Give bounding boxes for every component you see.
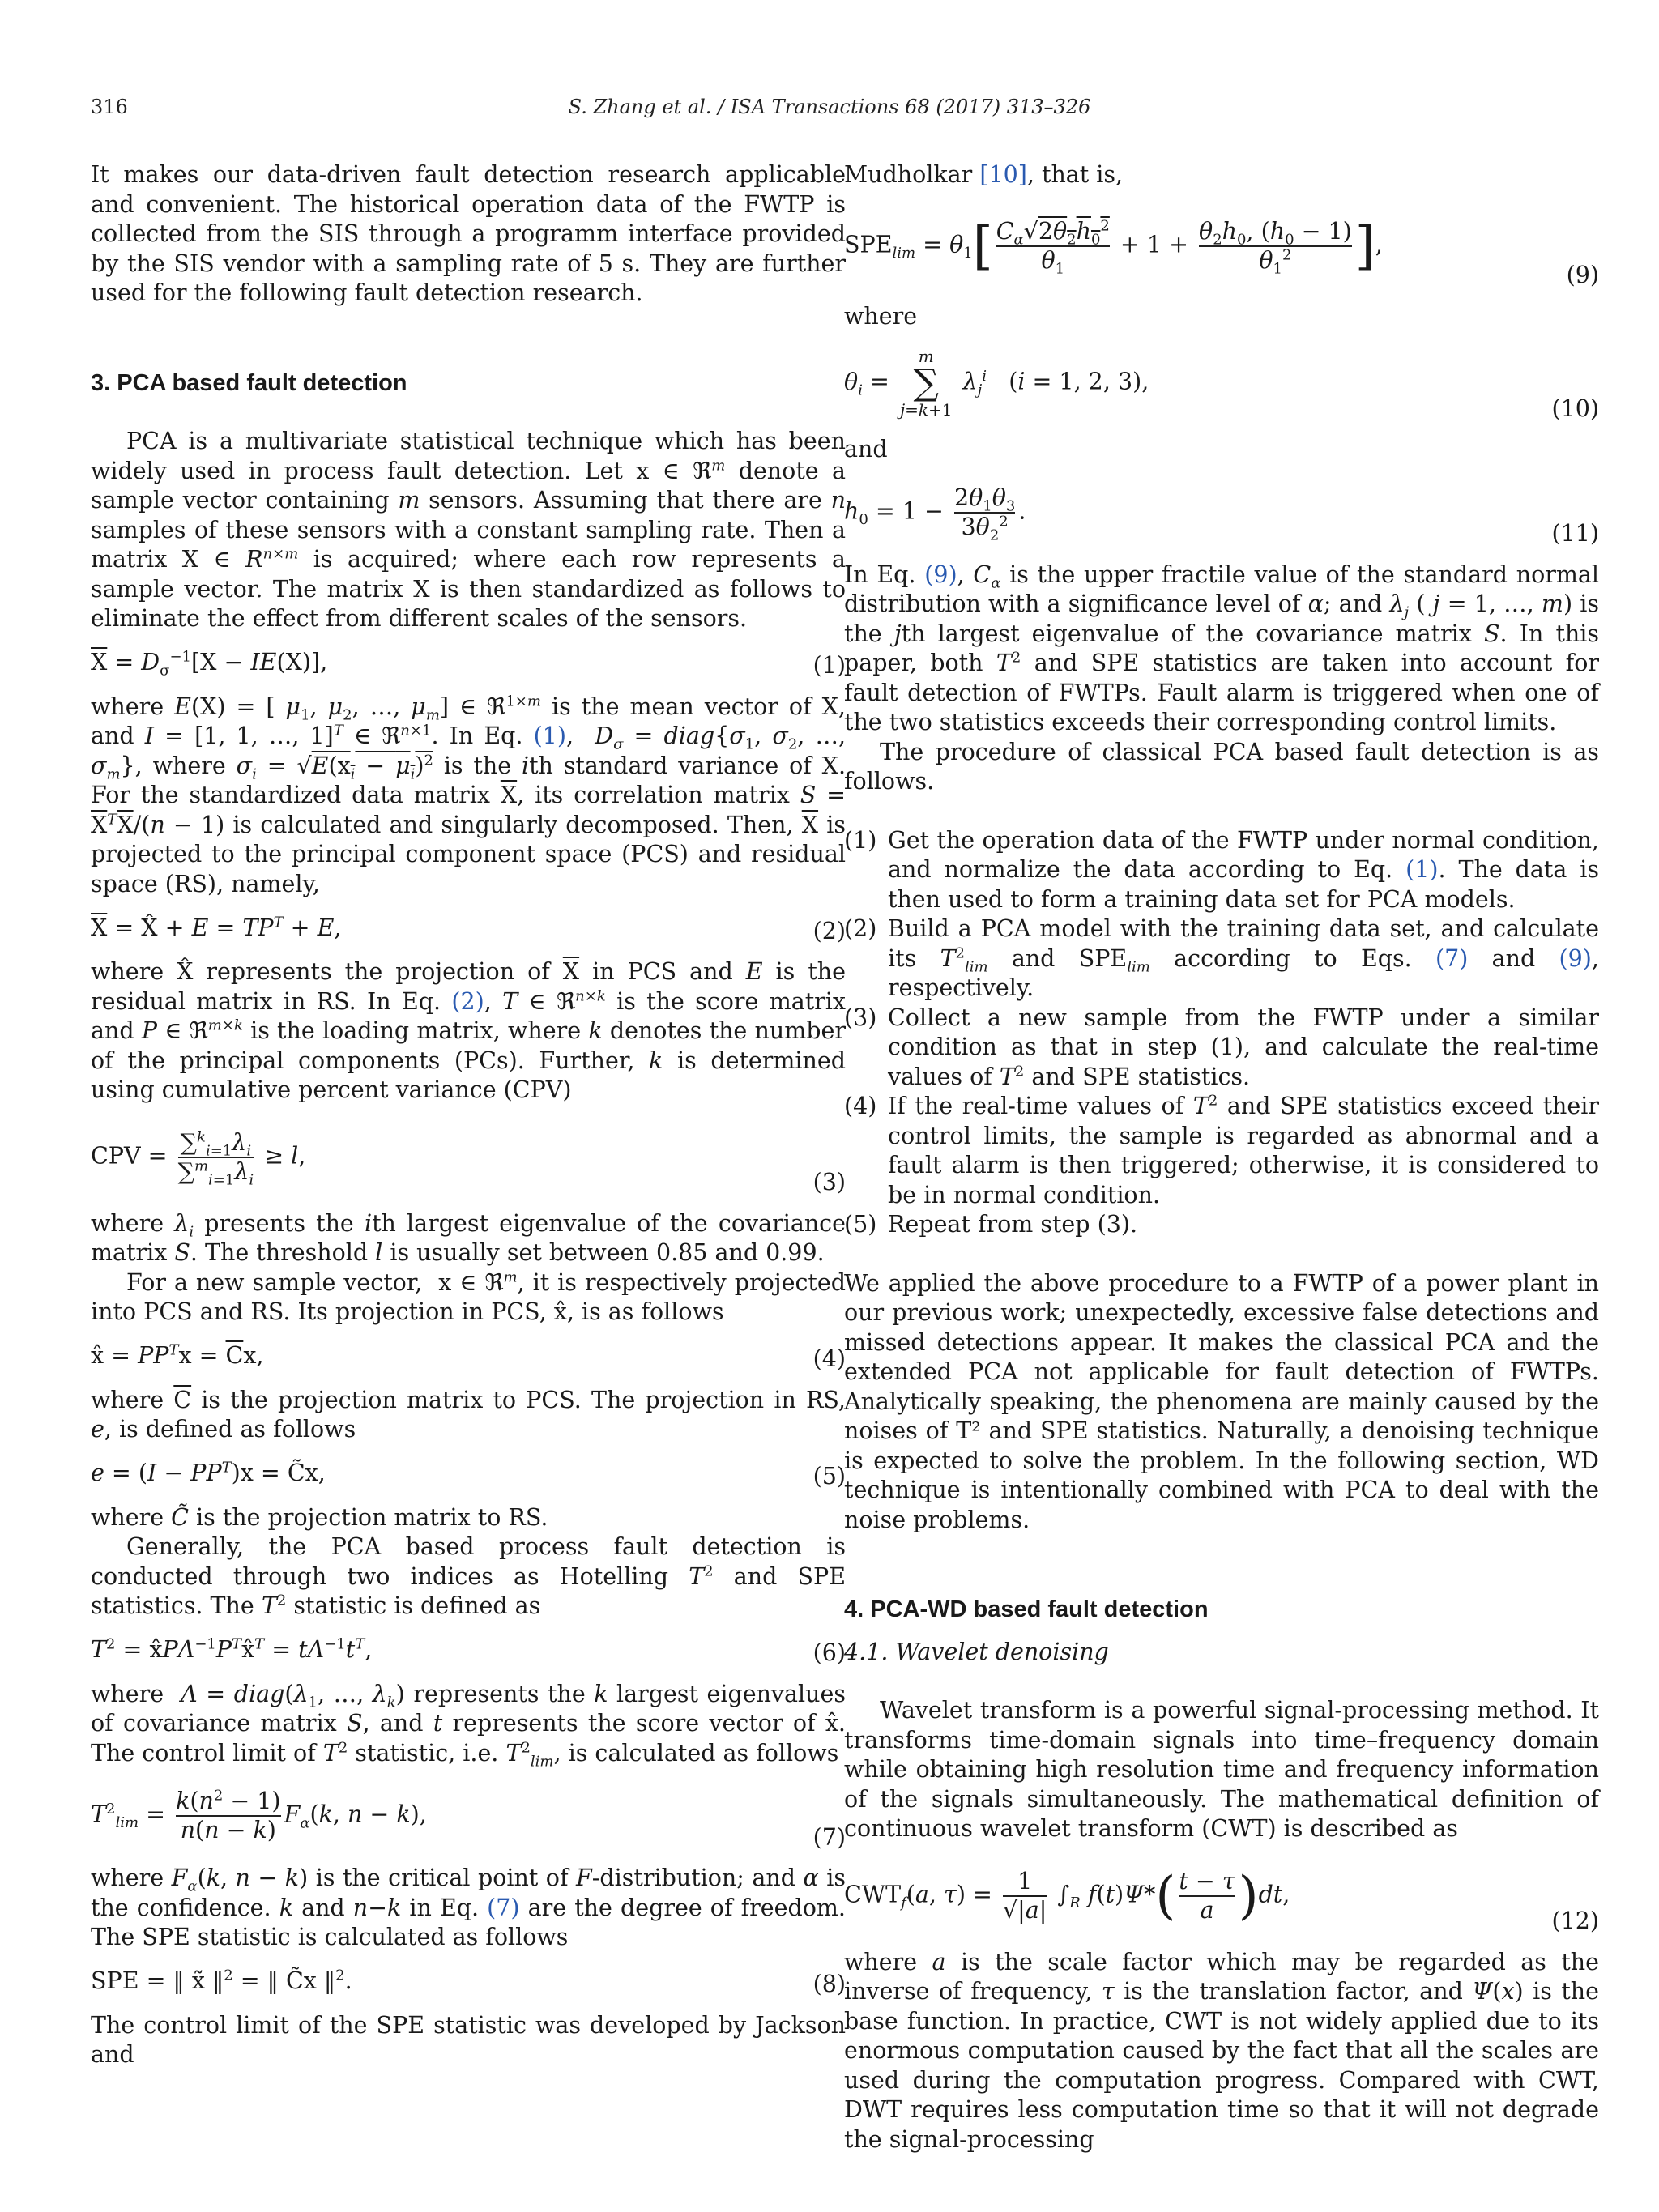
- eq1-explanation: where E(X) = [ $\mu_1$, $\mu_2$, …, $\mu_m$] ∈ ℜ$^{1\times m}$ is the mean vector of X, and I = [1, 1, …, 1]$^T$ ∈ ℜ$^{n\times 1}$. In Eq. (1), $D_\sigma$ = $diag\{\sigma_1$, $\sigma_2$, …, $\sigma_m$}, where $\sigma_i = √E(x_i - \mu_i)^2$ is the ith standard variance of X. For the standardized data matrix $\overline{X}$, its correlation matrix $S = \overline{X}^T\overline{X}/(n - 1)$ is calculated and singularly decomposed. Then, $\overline{X}$ is projected to the principal component space (PCS) and residual space (RS), namely,: [91, 693, 847, 897]
- section-4-heading: 4. PCA-WD based fault detection: [844, 1596, 1209, 1622]
- left-column: [91, 160, 846, 2070]
- list-item: (2) Build a PCA model with the training data set, and calculate its $T^2_{lim}$ and $SPE_{lim}$ according to Eqs. (7) and (9), respectively.: [844, 915, 1599, 1001]
- eq3-explanation: where $\lambda_i$ presents the ith largest eigenvalue of the covariance matrix S. The threshold l is usually set between 0.85 and 0.99.: [91, 1209, 847, 1266]
- equation-12: $CWT_f(a$, τ) = $\frac{1}{√|a|}$ $\int_R$ f(t)Ψ*( $\frac{t - \tau}{a}$ )dt, (12): [844, 1865, 1599, 1934]
- list-item: (3) Collect a new sample from the FWTP under a similar condition as that in step (1), and calculate the real-time values of $T^2$ and SPE statistics.: [844, 1004, 1599, 1090]
- equation-3: CPV = $\frac{\sum^k_{i=1}\lambda_i}{\sum^m_{i=1}\lambda_i}$ ≥ l, (3): [91, 1128, 846, 1196]
- wavelet-paragraph: Wavelet transform is a powerful signal-processing method. It transforms time-domain signals into time–frequency domain while obtaining high resolution time and frequency information of the signals simultaneously. The mathematical definition of continuous wavelet transform (CWT) is described as: [844, 1697, 1599, 1842]
- section-3-heading: 3. PCA based fault detection: [91, 369, 407, 396]
- procedure-intro: The procedure of classical PCA based fault detection is as follows.: [844, 738, 1599, 795]
- applied-paragraph: We applied the above procedure to a FWTP of a power plant in our previous work; unexpectedly, excessive false detections and missed detections appear. It makes the classical PCA and the extended PCA not applicable for fault detection of FWTPs. Analytically speaking, the phenomena are mainly caused by the noises of T² and SPE statistics. Naturally, a denoising technique is expected to solve the problem. In the following section, WD technique is intentionally combined with PCA to deal with the noise problems.: [844, 1269, 1599, 1533]
- intro-paragraph: It makes our data-driven fault detection research applicable and convenient. The historical operation data of the FWTP is collected from the SIS through a programm interface provided by the SIS vendor with a sampling rate of 5 s. They are further used for the following fault detection research.: [91, 161, 846, 306]
- ref-10-link[interactable]: [10]: [979, 161, 1027, 188]
- mudholkar-line: Mudholkar [10], that is,: [844, 161, 1124, 188]
- jackson-paragraph: The control limit of the SPE statistic was developed by Jackson and: [91, 2011, 846, 2068]
- new-sample-paragraph: For a new sample vector, x ∈ ℜ$^m$, it is respectively projected into PCS and RS. Its projection in PCS, x̂, is as follows: [91, 1268, 846, 1325]
- eq12-explanation: where a is the scale factor which may be regarded as the inverse of frequency, τ is the translation factor, and Ψ(x) is the base function. In practice, CWT is not widely applied due to its enormous computation caused by the fact that all the scales are used during the computation progress. Compared with CWT, DWT requires less computation time so that it will not degrade the signal-processing: [844, 1948, 1600, 2153]
- equation-7: $T^2_{lim}$ = $\frac{k(n^2 - 1)}{n(n - k)}$ $F_\alpha(k$, n − k), (7): [91, 1787, 846, 1851]
- equation-5: $e = (I - PP^T)x$ = C̃x, (5): [91, 1459, 846, 1490]
- subsection-4-1-heading: 4.1. Wavelet denoising: [844, 1638, 1109, 1665]
- page-number: 316: [91, 96, 128, 118]
- equation-2: $\overline{X}$ = X̂ + $E = TP^T + E$, (2): [91, 914, 846, 944]
- list-item: (1) Get the operation data of the FWTP under normal condition, and normalize the data according to Eq. (1). The data is then used to form a training data set for PCA models.: [844, 826, 1600, 913]
- equation-1: $\overline{X} = D_\sigma^{-1}[X - IE(X)]$, (1): [91, 648, 846, 680]
- eq7-explanation: where $F_\alpha(k$, n − k) is the critical point of F-distribution; and α is the confidence. k and n−k in Eq. (7) are the degree of freedom. The SPE statistic is calculated as follows: [91, 1865, 846, 1950]
- where-label-1: where: [844, 302, 918, 330]
- eq5-explanation: where C̃ is the projection matrix to RS.: [91, 1503, 548, 1531]
- list-item: (4) If the real-time values of $T^2$ and SPE statistics exceed their control limits, the sample is regarded as abnormal and a fault alarm is then triggered; otherwise, it is considered to be in normal condition.: [844, 1092, 1599, 1208]
- running-title: S. Zhang et al. / ISA Transactions 68 (2017) 313–326: [568, 96, 1091, 118]
- eq2-explanation: where X̂ represents the projection of $\overline{X}$ in PCS and E is the residual matrix in RS. In Eq. (2), T ∈ ℜ$^{n\times k}$ is the score matrix and P ∈ ℜ$^{m\times k}$ is the loading matrix, where k denotes the number of the principal components (PCs). Further, k is determined using cumulative percent variance (CPV): [91, 958, 846, 1103]
- equation-6: $T^2$ = $x̂P\Lambda^{-1}P^Tx̂^T = t\Lambda^{-1}t^T$, (6): [91, 1635, 846, 1666]
- and-label: and: [844, 436, 888, 462]
- list-item: (5) Repeat from step (3).: [844, 1211, 1138, 1238]
- equation-10: $\theta_i = m$ ∑ j=k+1 $\lambda_j^i$ (i = 1, 2, 3), (10): [844, 347, 1599, 422]
- equation-11: $h_0 = 1$ − $\frac{2\theta_1\theta_3}{3\theta_2^2}$ . (11): [844, 484, 1599, 547]
- eq6-explanation: where $\Lambda = diag(\lambda_1$, …, $\lambda_k$) represents the k largest eigenvalues of covariance matrix S, and t represents the score vector of x̂. The control limit of $T^2$ statistic, i.e. $T^2_{lim}$, is calculated as follows: [91, 1680, 846, 1771]
- equation-9: $SPE_{lim} = \theta_1$[ $\frac{C_\alpha√2\theta_2h_0^2}{\theta_1}$ + 1 + $\frac{\theta_2h_0, (h_0 - 1)}{\theta_1^2}$ ], (9): [844, 215, 1599, 288]
- equation-4: x̂ = $PP^Tx = \overline{C}x$, (4): [91, 1341, 846, 1372]
- equation-8: SPE = ‖ x̃ ‖$^2$ = ‖ C̃x ‖$^2$. (8): [91, 1967, 846, 1997]
- procedure-list: [844, 826, 1599, 1240]
- right-column: [844, 160, 1599, 2154]
- t2-intro-paragraph: Generally, the PCA based process fault detection is conducted through two indices as Hotelling $T^2$ and SPE statistics. The $T^2$ statistic is defined as: [91, 1533, 846, 1619]
- eq4-explanation: where $\overline{C}$ is the projection matrix to PCS. The projection in RS, e, is defined as follows: [91, 1386, 846, 1443]
- eq9-explanation: In Eq. (9), $C_\alpha$ is the upper fractile value of the standard normal distribution with a significance level of α; and $\lambda_j$ ( j = 1, …, m) is the jth largest eigenvalue of the covariance matrix S. In this paper, both $T^2$ and SPE statistics are taken into account for fault detection of FWTPs. Fault alarm is triggered when one of the two statistics exceeds their corresponding control limits.: [844, 560, 1600, 735]
- pca-intro-paragraph: PCA is a multivariate statistical technique which has been widely used in process fault detection. Let x ∈ ℜ$^m$ denote a sample vector containing m sensors. Assuming that there are n samples of these sensors with a constant sampling rate. Then a matrix X ∈ $R^{n\times m}$ is acquired; where each row represents a sample vector. The matrix X is then standardized as follows to eliminate the effect from different scales of the sensors.: [91, 428, 846, 632]
